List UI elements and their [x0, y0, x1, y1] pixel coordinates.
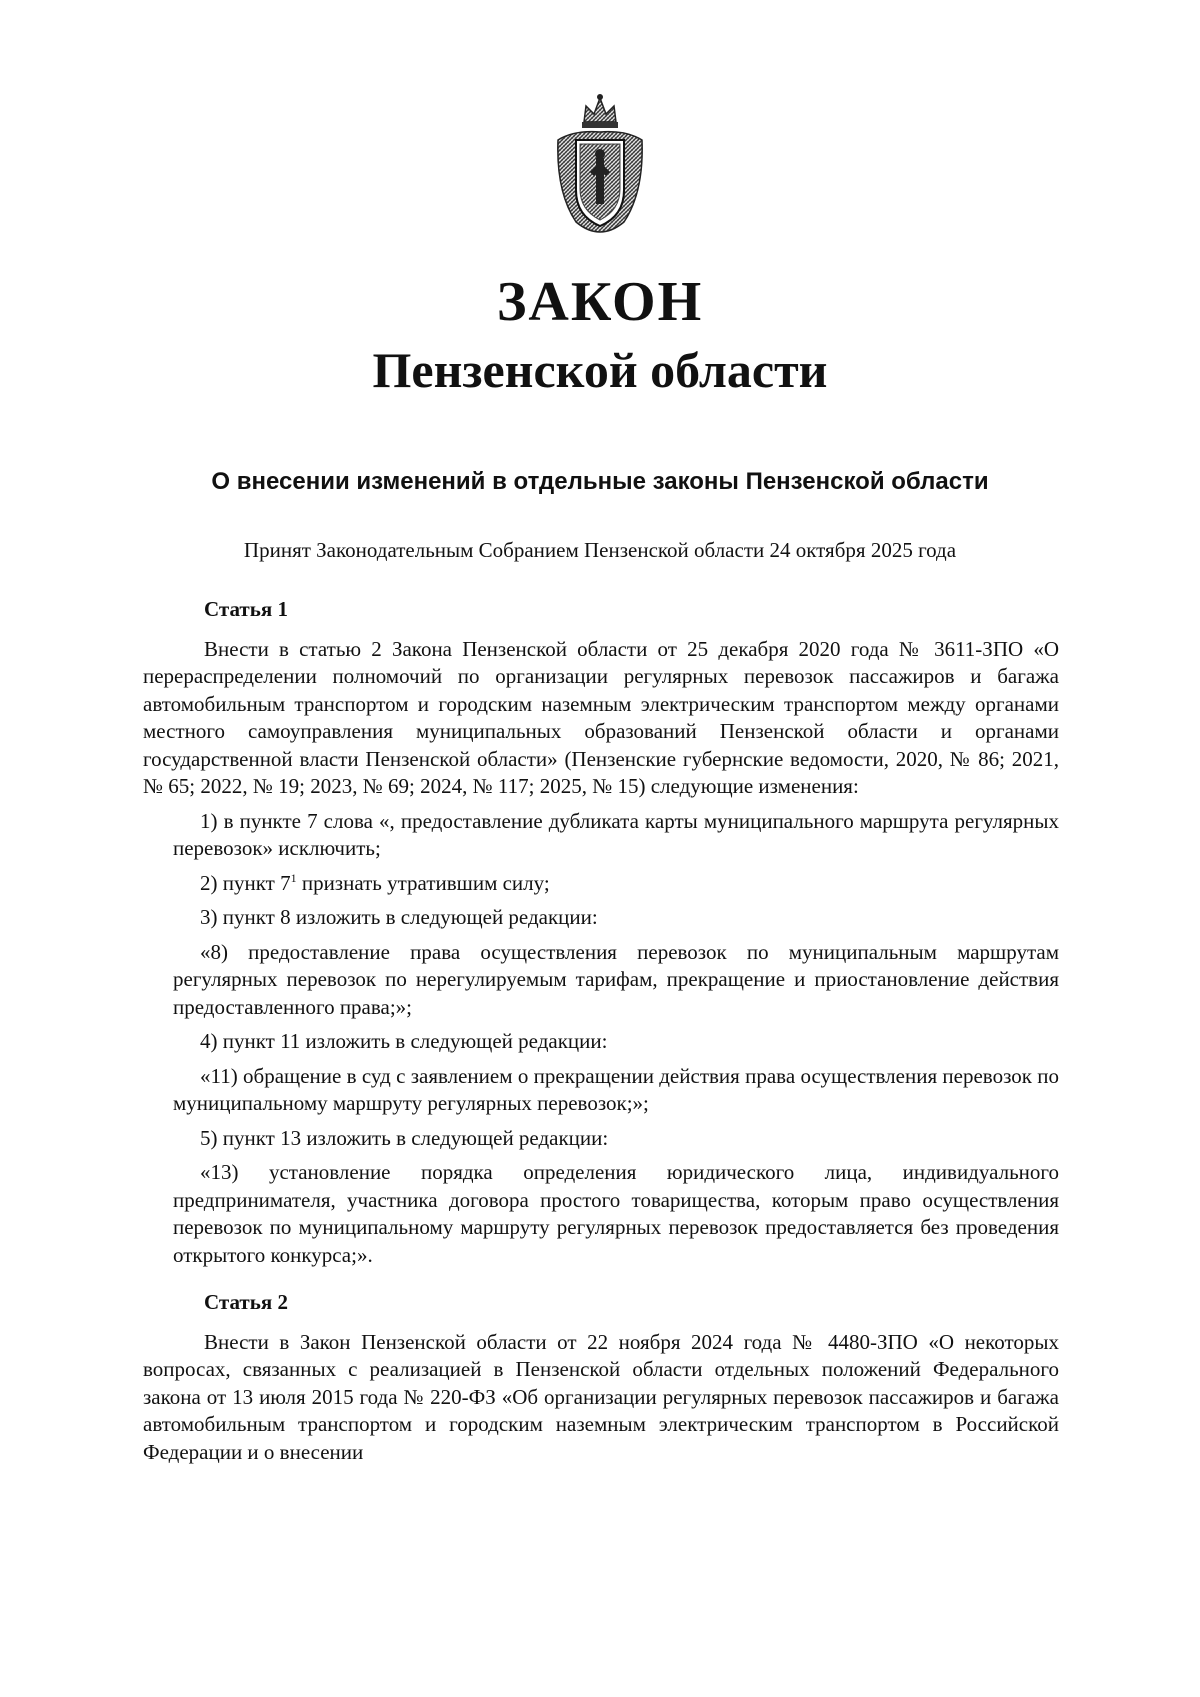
article-1-quote-4: «11) обращение в суд с заявлением о прекращении действия права осуществления перевозок по муниципальному маршруту регулярных перевозок;»; [173, 1063, 1059, 1115]
article-1-item-2: 2) пункт $7^1$ признать утратившим силу; [200, 870, 550, 895]
adoption-note: Принят Законодательным Собранием Пензенской области 24 октября 2025 года [243, 538, 957, 562]
article-1-item-1: 1) в пункте 7 слова «, предоставление дубликата карты муниципального маршрута регулярных перевозок» исключить; [173, 808, 1059, 860]
article-1-quote-3: «8) предоставление права осуществления перевозок по муниципальным маршрутам регулярных перевозок по нерегулируемым тарифам, прекращение и приостановление действия предоставленного права;»; [173, 939, 1059, 1019]
article-1-heading: Статья 1 [204, 597, 288, 621]
document-title: ЗАКОН [496, 271, 704, 333]
superscript: 1 [290, 870, 297, 885]
article-1-item-5: 5) пункт 13 изложить в следующей редакции: [200, 1125, 609, 1150]
article-2-heading: Статья 2 [204, 1290, 288, 1314]
article-1-item-4: 4) пункт 11 изложить в следующей редакции: [200, 1029, 608, 1053]
article-1-item-3: 3) пункт 8 изложить в следующей редакции: [200, 905, 598, 929]
article-2-intro: Внести в Закон Пензенской области от 22 ноября 2024 года № 4480-ЗПО «О некоторых вопросах, связанных с реализацией в Пензенской области отдельных положений Федерального закона от 13 июля 2015 года № 220-ФЗ «Об организации регулярных перевозок пассажиров и багажа автомобильным транспортом и городским наземным электрическим транспортом в Российской Федерации и о внесении [143, 1329, 1059, 1464]
penza-coat-of-arms-icon [546, 92, 654, 242]
article-1-quote-5: «13) установление порядка определения юридического лица, индивидуального предпринимателя, участника договора простого товарищества, которым право осуществления перевозок по муниципальному маршруту регулярных перевозок предоставляется без проведения открытого конкурса;». [173, 1160, 1059, 1267]
law-subject: О внесении изменений в отдельные законы Пензенской области [211, 468, 989, 495]
article-1-intro: Внести в статью 2 Закона Пензенской области от 25 декабря 2020 года № 3611-ЗПО «О перераспределении полномочий по организации регулярных перевозок пассажиров и багажа автомобильным транспортом и городским наземным электрическим транспортом между органами местного самоуправления муниципальных образований Пензенской области и органами государственной власти Пензенской области» (Пензенские губернские ведомости, 2020, № 86; 2021, № 65; 2022, № 19; 2023, № 69; 2024, № 117; 2025, № 15) следующие изменения: [143, 636, 1059, 798]
document-subtitle: Пензенской области [372, 342, 828, 398]
law-body [143, 596, 1059, 1466]
